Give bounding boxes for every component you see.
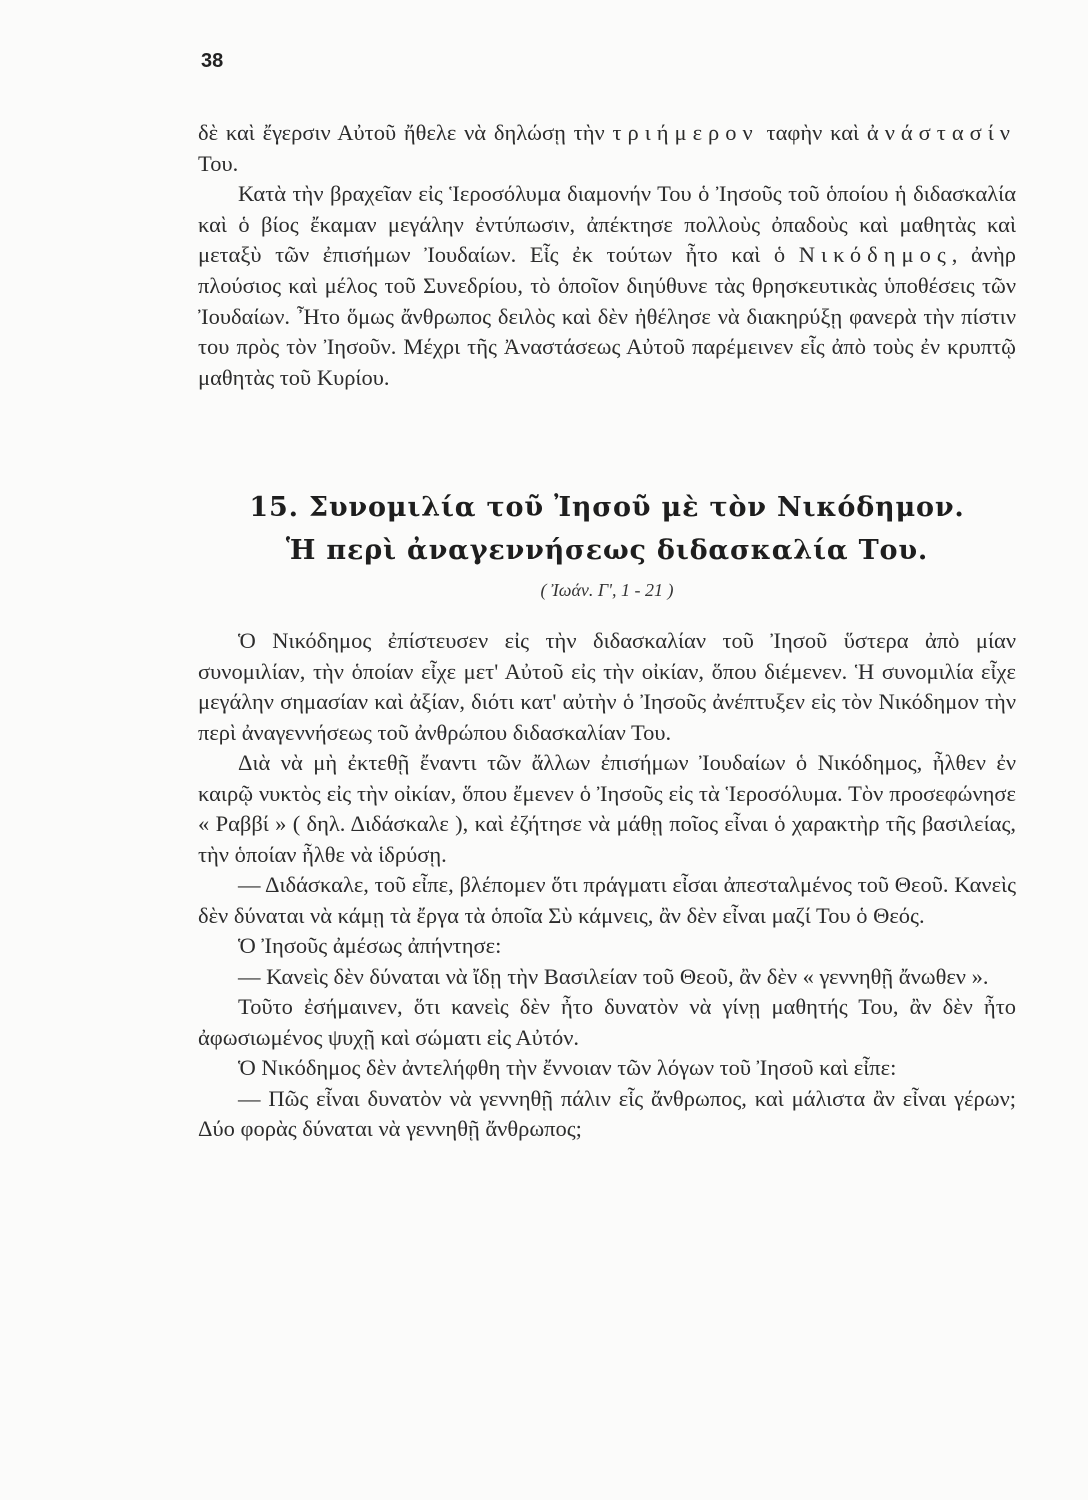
section-heading-line-1: 15. Συνομιλία τοῦ Ἰησοῦ μὲ τὸν Νικόδημον. [249, 492, 965, 523]
paragraph: Ὁ Νικόδημος δὲν ἀντελήφθη τὴν ἔννοιαν τῶν λόγων τοῦ Ἰησοῦ καὶ εἶπε: [238, 1055, 897, 1080]
spaced-word-trimeron: τριήμερον [612, 120, 759, 145]
paragraph-2 [198, 179, 1016, 393]
scripture-reference: ( Ἰωάν. Γ', 1 - 21 ) [540, 580, 674, 600]
paragraph: Ὁ Νικόδημος ἐπίστευσεν εἰς τὴν διδασκαλίαν τοῦ Ἰησοῦ ὕστερα ἀπὸ μίαν συνομιλίαν, τὴν ὁποίαν εἶχε μετ' Αὐτοῦ εἰς τὴν οἰκίαν, ὅπου διέμενεν. Ἡ συνομιλία εἶχε μεγάλην σημασίαν καὶ ἀξίαν, διότι κατ' αὐτὴν ὁ Ἰησοῦς ἀνέπτυξεν εἰς τὸν Νικόδημον τὴν περὶ ἀναγεννήσεως τοῦ ἀνθρώπου διδασκαλίαν Του. [198, 628, 1016, 745]
dialogue-paragraph: — Κανεὶς δὲν δύναται νὰ ἴδῃ τὴν Βασιλείαν τοῦ Θεοῦ, ἂν δὲν « γεννηθῇ ἄνωθεν ». [238, 963, 989, 989]
paragraph-1 [198, 118, 1016, 179]
paragraph: Διὰ νὰ μὴ ἐκτεθῇ ἔναντι τῶν ἄλλων ἐπισήμων Ἰουδαίων ὁ Νικόδημος, ἦλθεν ἐν καιρῷ νυκτὸς εἰς τὴν οἰκίαν, ὅπου ἔμενεν ὁ Ἰησοῦς εἰς τὰ Ἱεροσόλυμα. Τὸν προσεφώνησε « Ραββί » ( δηλ. Διδάσκαλε ), καὶ ἐζήτησε νὰ μάθῃ ποῖος εἶναι ὁ χαρακτὴρ τῆς βασιλείας, τὴν ὁποίαν ἦλθε νὰ ἱδρύσῃ. [198, 750, 1016, 867]
paragraph: Τοῦτο ἐσήμαινεν, ὅτι κανεὶς δὲν ἦτο δυνατὸν νὰ γίνῃ μαθητής Του, ἂν δὲν ἦτο ἀφωσιωμένος ψυχῇ καὶ σώματι εἰς Αὐτόν. [198, 994, 1016, 1050]
dialogue-paragraph: — Διδάσκαλε, τοῦ εἶπε, βλέπομεν ὅτι πράγματι εἶσαι ἀπεσταλμένος τοῦ Θεοῦ. Κανεὶς δὲν δύναται νὰ κάμῃ τὰ ἔργα τὰ ὁποῖα Σὺ κάμνεις, ἂν δὲν εἶναι μαζί Του ὁ Θεός. [198, 872, 1016, 928]
paragraph-1-text-end: Του. [198, 150, 239, 176]
spaced-word-nikodimos: Νικόδημος [798, 242, 952, 268]
paragraph-2-text-start: Κατὰ τὴν βραχεῖαν εἰς Ἱεροσόλυμα διαμονήν Του ὁ Ἰησοῦς τοῦ ὁποίου ἡ διδασκαλία καὶ ὁ βίος ἔκαμαν μεγάλην ἐντύπωσιν, ἀπέκτησε πολλοὺς ὀπαδοὺς καὶ μαθητὰς καὶ μεταξὺ τῶν ἐπισήμων Ἰουδαίων. Εἷς ἐκ τούτων ἦτο καὶ ὁ [198, 181, 1016, 268]
bottom-text-block [198, 626, 1016, 1145]
section-heading-line-2: Ἡ περὶ ἀναγεννήσεως διδασκαλία Του. [285, 535, 929, 566]
paragraph-1-text-start: δὲ καὶ ἔγερσιν Αὐτοῦ ἤθελε νὰ δηλώσῃ τὴν [198, 120, 613, 145]
top-text-block [198, 118, 1016, 393]
paragraph-1-text-mid: ταφὴν καὶ [758, 120, 867, 145]
paragraph: Ὁ Ἰησοῦς ἀμέσως ἀπήντησε: [238, 933, 502, 958]
spaced-word-anastasin: ἀνάστασίν [866, 120, 1016, 145]
page-number: 38 [201, 50, 224, 72]
paragraph-2-text-end: , ἀνὴρ πλούσιος καὶ μέλος τοῦ Συνεδρίου, τὸ ὁποῖον διηύθυνε τὰς θρησκευτικὰς ὑποθέσεις τῶν Ἰουδαίων. Ἦτο ὅμως ἄνθρωπος δειλὸς καὶ δὲν ἠθέλησε νὰ διακηρύξῃ φανερὰ τὴν πίστιν του πρὸς τὸν Ἰησοῦν. Μέχρι τῆς Ἀναστάσεως Αὐτοῦ παρέμεινεν εἷς ἀπὸ τοὺς ἐν κρυπτῷ μαθητὰς τοῦ Κυρίου. [198, 242, 1016, 390]
dialogue-paragraph: — Πῶς εἶναι δυνατὸν νὰ γεννηθῇ πάλιν εἷς ἄνθρωπος, καὶ μάλιστα ἂν εἶναι γέρων; Δύο φορὰς δύναται νὰ γεννηθῇ ἄνθρωπος; [198, 1085, 1016, 1141]
